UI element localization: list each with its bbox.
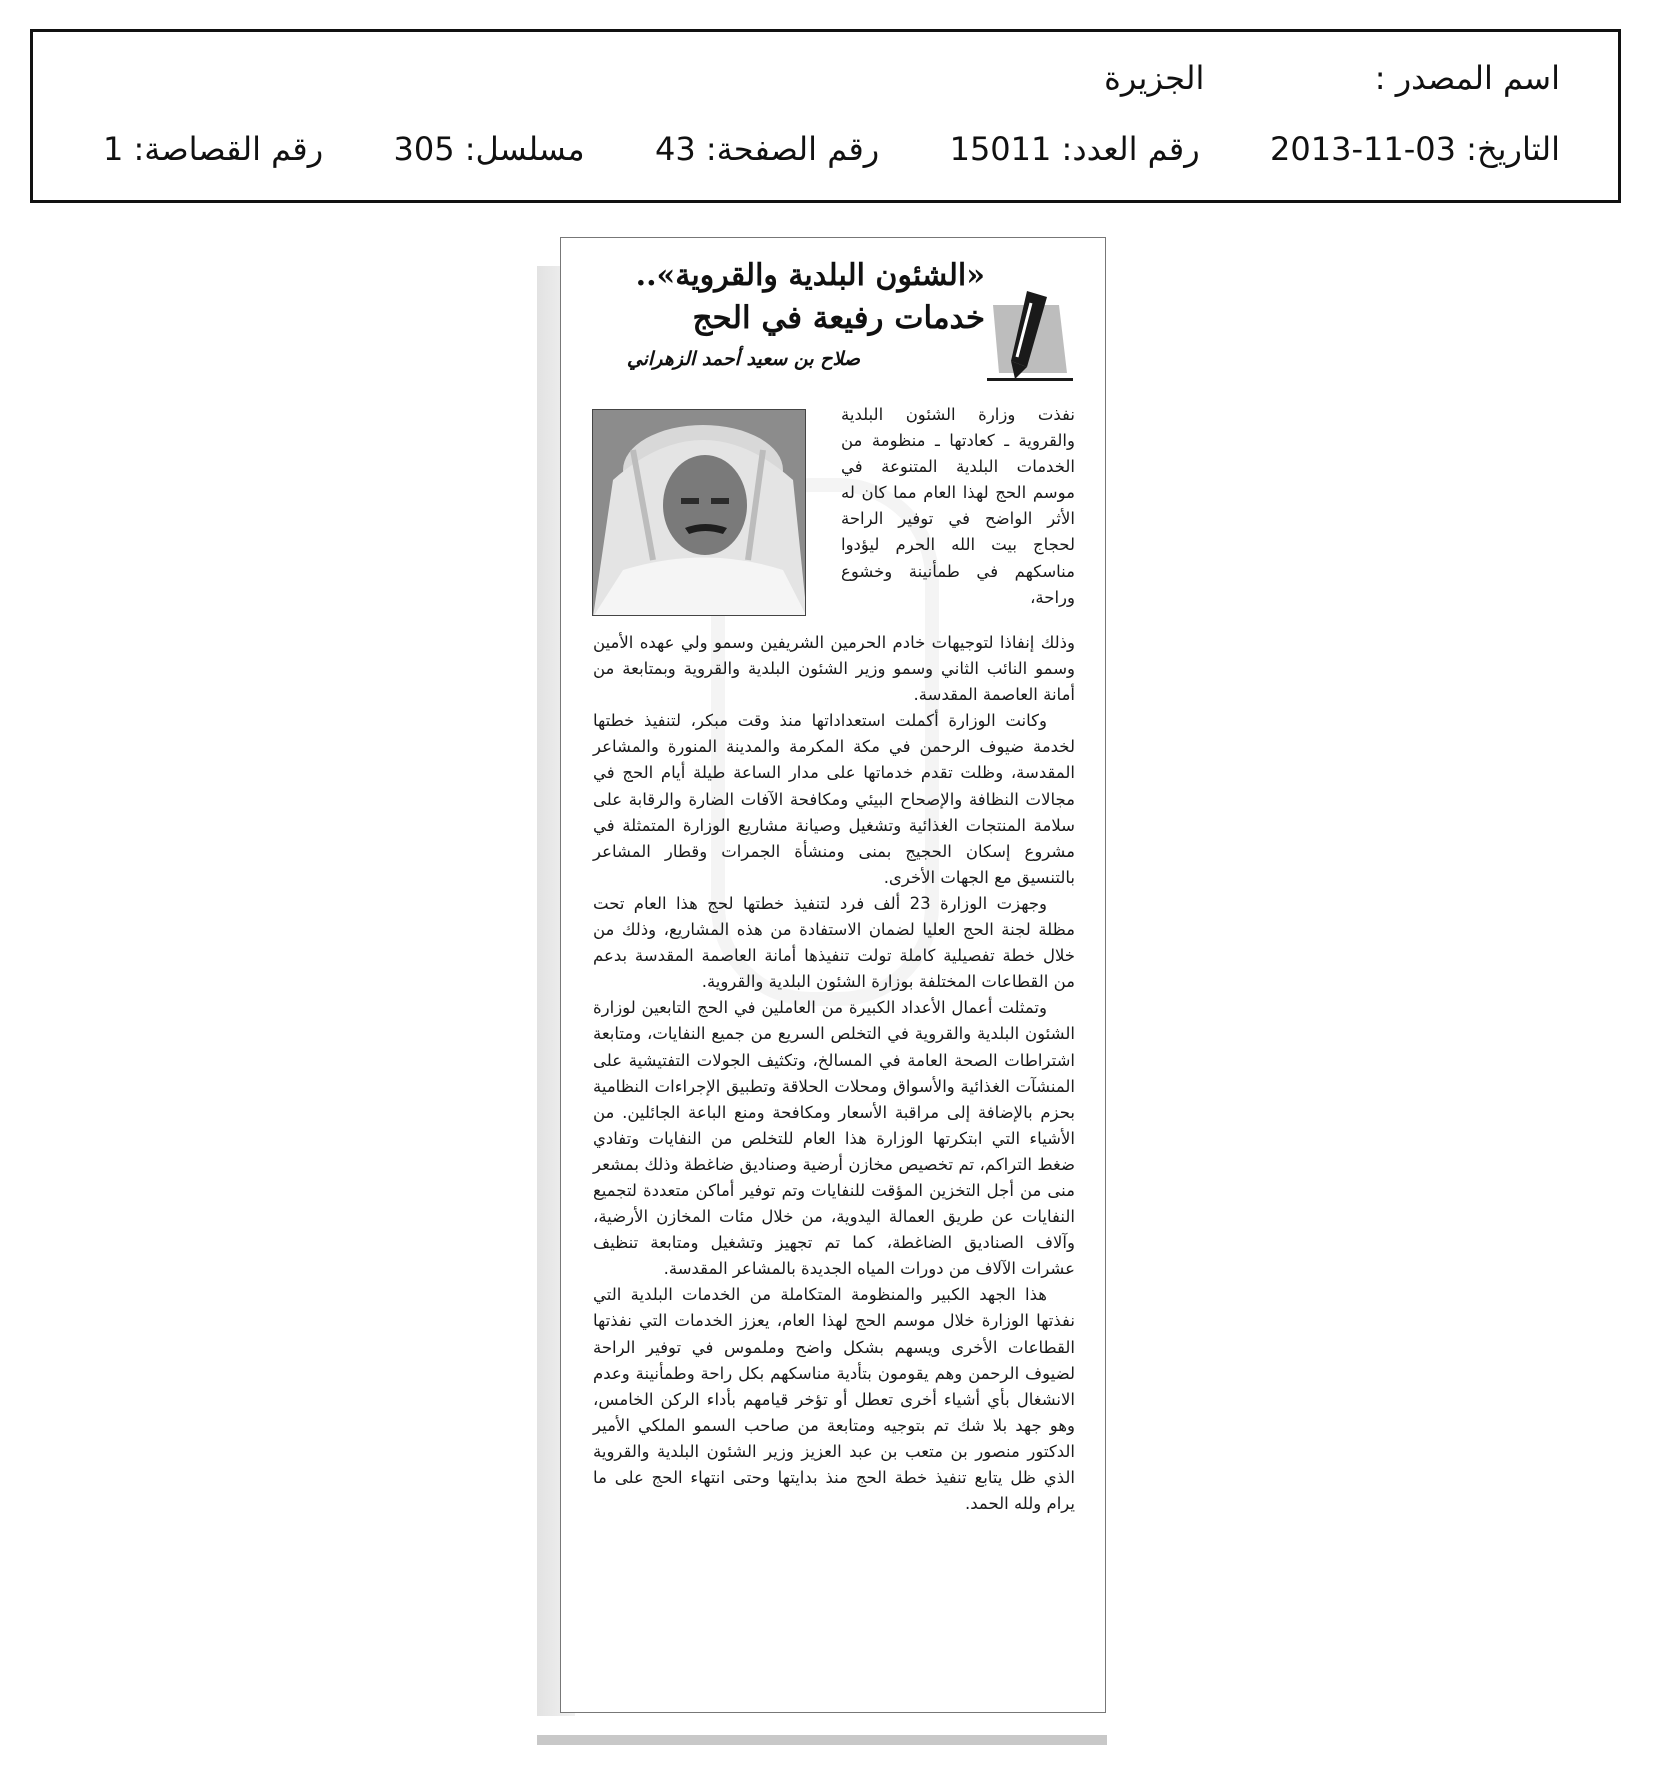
paragraph-2: وكانت الوزارة أكملت استعداداتها منذ وقت مبكر، لتنفيذ خطتها لخدمة ضيوف الرحمن في مكة المكرمة والمدينة المنورة والمشاعر المقدسة، وظلت تقدم خدماتها على مدار الساعة طيلة أيام الحج في مجالات النظافة والإصحاح البيئي ومكافحة الآفات الضارة والرقابة على سلامة المنتجات الغذائية وتشغيل وصيانة مشاريع الوزارة المتمثلة في مشروع إسكان الحجيج بمنى ومنشأة الجمرات وقطار المشاعر بالتنسيق مع الجهات الأخرى. xyxy=(593,711,1075,887)
clipping-bottom-bar xyxy=(537,1735,1107,1745)
paragraph-5: هذا الجهد الكبير والمنظومة المتكاملة من الخدمات البلدية التي نفذتها الوزارة خلال موسم الحج لهذا العام، يعزز الخدمات التي نفذتها القطاعات الأخرى ويسهم بشكل واضح وملموس في توفير الراحة لضيوف الرحمن وهم يقومون بتأدية مناسكهم بكل راحة وطمأنينة وعدم الانشغال بأي أشياء أخرى تعطل أو تؤخر قيامهم بأداء الركن الخامس، وهو جهد بلا شك تم بتوجيه ومتابعة من صاحب السمو الملكي الأمير الدكتور منصور بن متعب بن عبد العزيز وزير الشئون البلدية والقروية الذي ظل يتابع تنفيذ خطة الحج منذ بدايتها وحتى انتهاء الحج على ما يرام ولله الحمد. xyxy=(593,1285,1075,1514)
article-clipping xyxy=(560,237,1106,1713)
clipping-header-box xyxy=(30,29,1621,203)
clip-label: رقم القصاصة: xyxy=(133,130,324,168)
meta-row xyxy=(103,129,1560,169)
serial-value: 305 xyxy=(393,130,455,168)
issue-value: 15011 xyxy=(949,130,1052,168)
source-label: اسم المصدر : xyxy=(1374,59,1560,97)
source-row xyxy=(1104,58,1560,98)
paragraph-4: وتمثلت أعمال الأعداد الكبيرة من العاملين في الحج التابعين لوزارة الشئون البلدية والقروية في التخلص السريع من جميع النفايات، ومتابعة اشتراطات الصحة العامة في المسالخ، وتكثيف الجولات التفتيشية على المنشآت الغذائية والأسواق ومحلات الحلاقة وتطبيق الإجراءات النظامية بحزم بالإضافة إلى مراقبة الأسعار ومكافحة ومنع الباعة الجائلين. من الأشياء التي ابتكرتها الوزارة هذا العام للتخلص من النفايات وتفادي ضغط التراكم، تم تخصيص مخازن أرضية وصناديق ضاغطة وذلك بمشعر منى من أجل التخزين المؤقت للنفايات وتم توفير أماكن متعددة لتجميع النفايات عن طريق العمالة اليدوية، من خلال مئات المخازن الأرضية، وآلاف الصناديق الضاغطة، كما تم تجهيز وتشغيل ومتابعة تنظيف عشرات الآلاف من دورات المياه الجديدة بالمشاعر المقدسة. xyxy=(593,998,1075,1279)
serial-label: مسلسل: xyxy=(464,130,585,168)
article-body xyxy=(593,630,1075,1517)
author-photo xyxy=(592,409,806,616)
page-label: رقم الصفحة: xyxy=(705,130,880,168)
source-value: الجزيرة xyxy=(1104,59,1205,97)
paragraph-1: وذلك إنفاذا لتوجيهات خادم الحرمين الشريفين وسمو ولي عهده الأمين وسمو النائب الثاني وسمو وزير الشئون البلدية والقروية وبمتابعة من أمانة العاصمة المقدسة. xyxy=(593,633,1075,705)
article-title-line2: خدمات رفيعة في الحج xyxy=(692,300,985,336)
date-value: 2013-11-03 xyxy=(1270,130,1456,168)
pen-column-icon xyxy=(987,283,1073,383)
page-value: 43 xyxy=(654,130,696,168)
article-title-line1: «الشئون البلدية والقروية».. xyxy=(635,258,985,293)
date-label: التاريخ: xyxy=(1466,130,1560,168)
clip-value: 1 xyxy=(102,130,124,168)
article-author: صلاح بن سعيد أحمد الزهراني xyxy=(626,348,860,370)
article-intro: نفذت وزارة الشئون البلدية والقروية ـ كعادتها ـ منظومة من الخدمات البلدية المتنوعة في موسم الحج لهذا العام مما كان له الأثر الواضح في توفير الراحة لحجاج بيت الله الحرم ليؤدوا مناسكهم في طمأنينة وخشوع وراحة، xyxy=(841,405,1075,607)
paragraph-3: وجهزت الوزارة 23 ألف فرد لتنفيذ خطتها لحج هذا العام تحت مظلة لجنة الحج العليا لضمان الاستفادة من هذه المشاريع، وذلك من خلال خطة تفصيلية كاملة تولت تنفيذها أمانة العاصمة المقدسة بدعم من القطاعات المختلفة بوزارة الشئون البلدية والقروية. xyxy=(593,893,1075,992)
issue-label: رقم العدد: xyxy=(1061,130,1200,168)
